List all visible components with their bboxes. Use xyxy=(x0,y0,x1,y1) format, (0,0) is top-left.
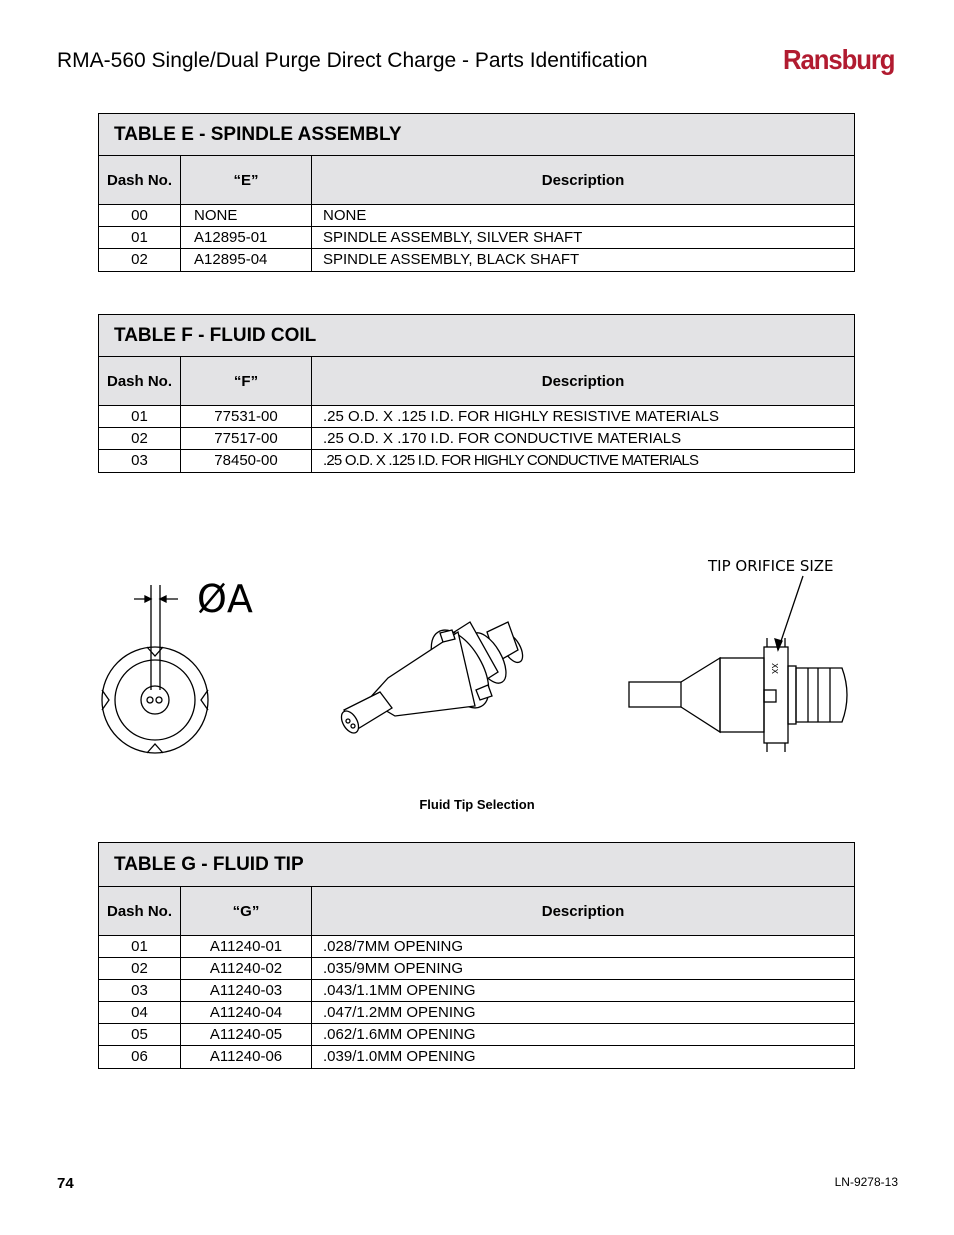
cell-description: .039/1.0MM OPENING xyxy=(323,1048,476,1065)
cell-description: NONE xyxy=(323,207,367,224)
cell-part: A11240-03 xyxy=(181,980,312,1001)
table-e xyxy=(98,113,855,272)
cell-part: A11240-01 xyxy=(181,936,312,957)
cell-dash: 01 xyxy=(99,406,181,427)
figure-caption: Fluid Tip Selection xyxy=(419,797,535,812)
cell-part: A11240-05 xyxy=(181,1024,312,1045)
cell-dash: 02 xyxy=(99,428,181,449)
cell-description: .25 O.D. X .125 I.D. FOR HIGHLY CONDUCTIVE MATERIALS xyxy=(323,452,699,469)
cell-description: .047/1.2MM OPENING xyxy=(323,1004,476,1021)
cell-dash: 03 xyxy=(99,980,181,1001)
col-description: Description xyxy=(541,171,625,189)
table-row xyxy=(99,406,854,428)
cell-description: .25 O.D. X .170 I.D. FOR CONDUCTIVE MATERIALS xyxy=(323,430,682,447)
tip-orifice-label: TIP ORIFICE SIZE xyxy=(708,557,834,575)
cell-description: SPINDLE ASSEMBLY, BLACK SHAFT xyxy=(323,251,580,268)
table-row xyxy=(99,249,854,271)
cell-part: A11240-02 xyxy=(181,958,312,979)
table-g-title: TABLE G - FLUID TIP xyxy=(99,843,854,887)
table-row xyxy=(99,1024,854,1046)
page-title: RMA-560 Single/Dual Purge Direct Charge - Parts Identification xyxy=(57,49,648,72)
table-g xyxy=(98,842,855,1069)
table-row xyxy=(99,1046,854,1068)
table-row xyxy=(99,428,854,450)
table-f-title: TABLE F - FLUID COIL xyxy=(99,315,854,357)
tip-side-view xyxy=(629,557,847,752)
cell-part: NONE xyxy=(181,205,312,226)
table-row xyxy=(99,980,854,1002)
table-g-header xyxy=(99,887,854,936)
col-description: Description xyxy=(541,372,625,390)
cell-dash: 03 xyxy=(99,450,181,472)
cell-description: .035/9MM OPENING xyxy=(323,960,464,977)
cell-description: SPINDLE ASSEMBLY, SILVER SHAFT xyxy=(323,229,583,246)
cell-part: A11240-06 xyxy=(181,1046,312,1068)
cell-part: 78450-00 xyxy=(181,450,312,472)
cell-part: 77517-00 xyxy=(181,428,312,449)
cell-dash: 06 xyxy=(99,1046,181,1068)
table-row xyxy=(99,958,854,980)
cell-dash: 00 xyxy=(99,205,181,226)
cell-dash: 02 xyxy=(99,249,181,271)
table-row xyxy=(99,450,854,472)
cell-dash: 04 xyxy=(99,1002,181,1023)
cell-dash: 02 xyxy=(99,958,181,979)
tip-marking-text: XX xyxy=(770,663,779,674)
table-row xyxy=(99,1002,854,1024)
cell-part: A11240-04 xyxy=(181,1002,312,1023)
col-description: Description xyxy=(541,902,625,920)
col-dash-no: Dash No. xyxy=(99,156,181,204)
table-e-title: TABLE E - SPINDLE ASSEMBLY xyxy=(99,114,854,156)
table-row xyxy=(99,936,854,958)
cell-dash: 01 xyxy=(99,936,181,957)
col-part: “E” xyxy=(181,156,312,204)
document-number: LN-9278-13 xyxy=(834,1175,898,1189)
fluid-tip-figure xyxy=(0,540,954,790)
tip-front-view xyxy=(102,577,253,753)
cell-dash: 01 xyxy=(99,227,181,248)
table-f xyxy=(98,314,855,473)
col-dash-no: Dash No. xyxy=(99,357,181,405)
brand-logo: Ransburg xyxy=(783,44,895,75)
col-part: “G” xyxy=(181,887,312,935)
cell-part: A12895-04 xyxy=(181,249,312,271)
cell-description: .25 O.D. X .125 I.D. FOR HIGHLY RESISTIVE MATERIALS xyxy=(323,408,719,425)
page-number: 74 xyxy=(57,1175,74,1192)
table-row xyxy=(99,227,854,249)
table-row xyxy=(99,205,854,227)
cell-description: .043/1.1MM OPENING xyxy=(323,982,476,999)
table-f-header xyxy=(99,357,854,406)
col-dash-no: Dash No. xyxy=(99,887,181,935)
cell-description: .062/1.6MM OPENING xyxy=(323,1026,476,1043)
tip-isometric-view xyxy=(338,621,527,736)
col-part: “F” xyxy=(181,357,312,405)
cell-part: 77531-00 xyxy=(181,406,312,427)
cell-dash: 05 xyxy=(99,1024,181,1045)
cell-part: A12895-01 xyxy=(181,227,312,248)
diameter-label: ØA xyxy=(197,577,253,621)
table-e-header xyxy=(99,156,854,205)
cell-description: .028/7MM OPENING xyxy=(323,938,464,955)
